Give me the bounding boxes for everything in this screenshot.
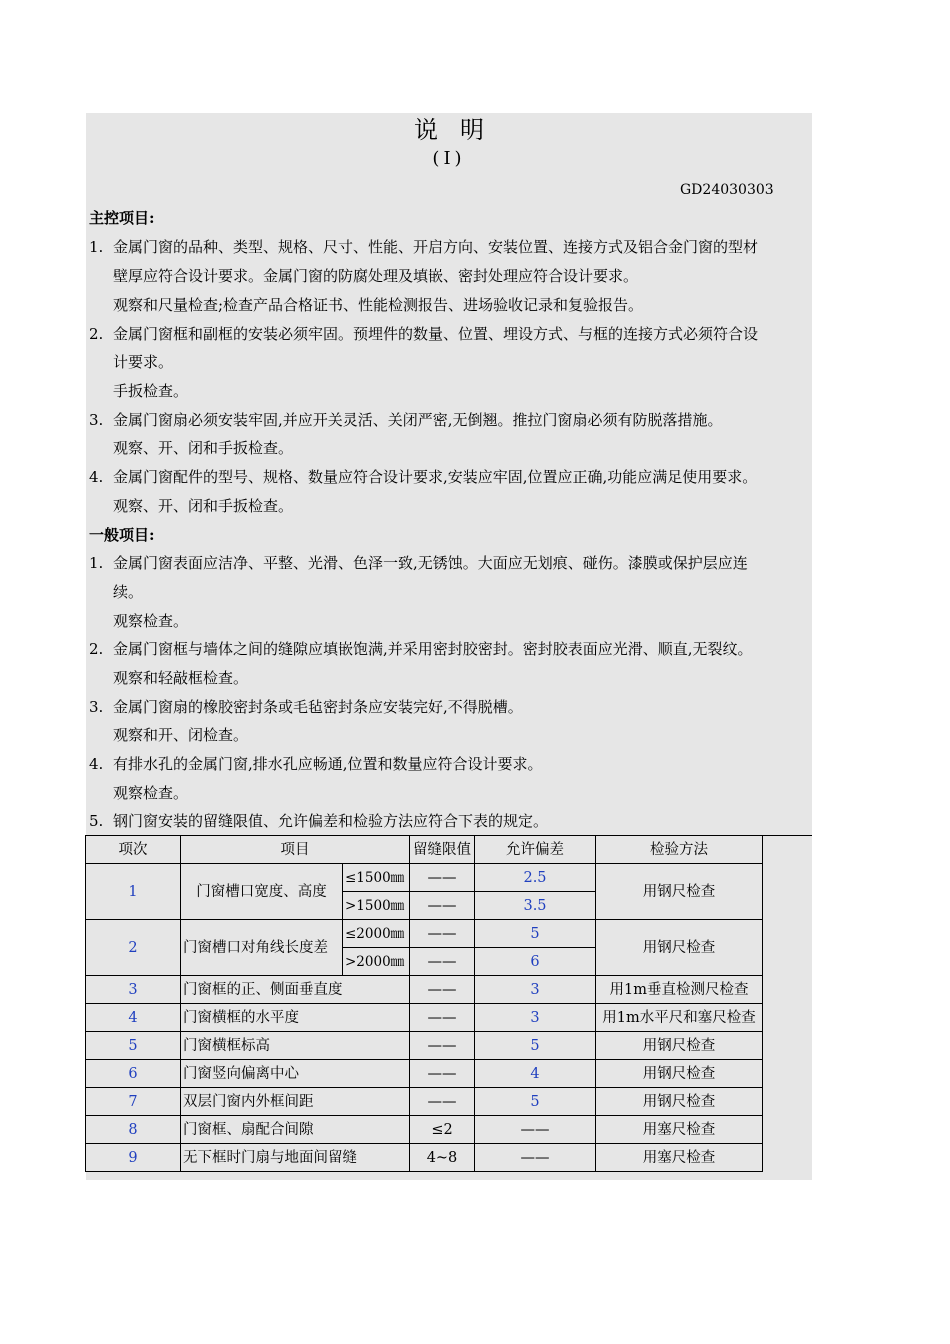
- general-item-number: 2.: [89, 640, 104, 658]
- row-tolerance: 3: [475, 1004, 596, 1032]
- section-heading-general: 一般项目:: [89, 526, 155, 544]
- row-item: 门窗槽口宽度、高度: [181, 864, 343, 920]
- row-method: 用钢尺检查: [596, 1032, 763, 1060]
- table-row: [86, 1116, 763, 1144]
- table-header-row: [86, 836, 763, 864]
- section-heading-main: 主控项目:: [89, 209, 155, 227]
- row-number: 8: [86, 1116, 181, 1144]
- general-item-number: 4.: [89, 755, 104, 773]
- general-item-number: 5.: [89, 812, 104, 830]
- row-gap-limit: ——: [410, 1004, 475, 1032]
- header-item: 项目: [181, 836, 410, 864]
- general-item-check-method: 观察检查。: [113, 612, 189, 630]
- row-condition: ≤1500㎜: [343, 864, 410, 892]
- main-item-number: 1.: [89, 238, 104, 256]
- main-item-text: 金属门窗扇必须安装牢固,并应开关灵活、关闭严密,无倒翘。推拉门窗扇必须有防脱落措施。: [113, 411, 723, 429]
- row-method: 用塞尺检查: [596, 1144, 763, 1172]
- row-tolerance: 6: [475, 948, 596, 976]
- row-number: 7: [86, 1088, 181, 1116]
- main-item-number: 2.: [89, 325, 104, 343]
- main-item-check-method: 观察、开、闭和手扳检查。: [113, 497, 294, 515]
- header-gap-limit: 留缝限值: [410, 836, 475, 864]
- row-number: 5: [86, 1032, 181, 1060]
- row-gap-limit: ——: [410, 1032, 475, 1060]
- row-method: 用钢尺检查: [596, 1060, 763, 1088]
- row-item: 无下框时门扇与地面间留缝: [181, 1144, 410, 1172]
- page-title: 说明: [414, 116, 506, 144]
- main-item-text: 计要求。: [113, 353, 174, 371]
- table-row: [86, 920, 763, 948]
- main-item-check-method: 手扳检查。: [113, 382, 189, 400]
- row-method: 用1m垂直检测尺检查: [596, 976, 763, 1004]
- row-method: 用钢尺检查: [596, 1088, 763, 1116]
- general-item-text: 钢门窗安装的留缝限值、允许偏差和检验方法应符合下表的规定。: [113, 812, 549, 830]
- table-row: [86, 1060, 763, 1088]
- row-gap-limit: ——: [410, 892, 475, 920]
- general-item-check-method: 观察检查。: [113, 784, 189, 802]
- general-item-text: 续。: [113, 583, 144, 601]
- general-item-text: 金属门窗框与墙体之间的缝隙应填嵌饱满,并采用密封胶密封。密封胶表面应光滑、顺直,无裂纹。: [113, 640, 753, 658]
- row-gap-limit: ≤2: [410, 1116, 475, 1144]
- row-item: 门窗框的正、侧面垂直度: [181, 976, 410, 1004]
- row-gap-limit: ——: [410, 948, 475, 976]
- header-item-no: 项次: [86, 836, 181, 864]
- main-item-check-method: 观察、开、闭和手扳检查。: [113, 439, 294, 457]
- table-row: [86, 1088, 763, 1116]
- row-item: 门窗竖向偏离中心: [181, 1060, 410, 1088]
- row-number: 9: [86, 1144, 181, 1172]
- row-tolerance: 3.5: [475, 892, 596, 920]
- row-item: 门窗横框的水平度: [181, 1004, 410, 1032]
- page-subtitle: (Ⅰ): [432, 148, 466, 169]
- row-tolerance: 5: [475, 920, 596, 948]
- table-row: [86, 1004, 763, 1032]
- tolerance-table: [85, 835, 763, 1172]
- general-item-number: 1.: [89, 554, 104, 572]
- row-gap-limit: ——: [410, 976, 475, 1004]
- main-item-number: 3.: [89, 411, 104, 429]
- row-number: 3: [86, 976, 181, 1004]
- table-row: [86, 864, 763, 892]
- row-gap-limit: ——: [410, 920, 475, 948]
- row-condition: ≤2000㎜: [343, 920, 410, 948]
- main-item-text: 壁厚应符合设计要求。金属门窗的防腐处理及填嵌、密封处理应符合设计要求。: [113, 267, 639, 285]
- row-tolerance: ——: [475, 1116, 596, 1144]
- row-tolerance: 4: [475, 1060, 596, 1088]
- row-gap-limit: ——: [410, 1060, 475, 1088]
- row-method: 用钢尺检查: [596, 864, 763, 920]
- row-method: 用钢尺检查: [596, 920, 763, 976]
- general-item-number: 3.: [89, 698, 104, 716]
- row-condition: >2000㎜: [343, 948, 410, 976]
- row-tolerance: 2.5: [475, 864, 596, 892]
- row-number: 2: [86, 920, 181, 976]
- row-number: 1: [86, 864, 181, 920]
- main-item-text: 金属门窗的品种、类型、规格、尺寸、性能、开启方向、安装位置、连接方式及铝合金门窗的型材: [113, 238, 759, 256]
- row-condition: >1500㎜: [343, 892, 410, 920]
- row-item: 门窗横框标高: [181, 1032, 410, 1060]
- general-item-text: 金属门窗扇的橡胶密封条或毛毡密封条应安装完好,不得脱槽。: [113, 698, 523, 716]
- header-method: 检验方法: [596, 836, 763, 864]
- row-number: 4: [86, 1004, 181, 1032]
- row-tolerance: 3: [475, 976, 596, 1004]
- row-gap-limit: ——: [410, 1088, 475, 1116]
- row-item: 双层门窗内外框间距: [181, 1088, 410, 1116]
- general-item-check-method: 观察和开、闭检查。: [113, 726, 249, 744]
- main-item-check-method: 观察和尺量检查;检查产品合格证书、性能检测报告、进场验收记录和复验报告。: [113, 296, 644, 314]
- general-item-text: 有排水孔的金属门窗,排水孔应畅通,位置和数量应符合设计要求。: [113, 755, 543, 773]
- row-item: 门窗框、扇配合间隙: [181, 1116, 410, 1144]
- table-row: [86, 1144, 763, 1172]
- row-item: 门窗槽口对角线长度差: [181, 920, 343, 976]
- row-method: 用塞尺检查: [596, 1116, 763, 1144]
- table-row: [86, 976, 763, 1004]
- main-item-text: 金属门窗配件的型号、规格、数量应符合设计要求,安装应牢固,位置应正确,功能应满足使用要求。: [113, 468, 758, 486]
- document-code: GD24030303: [680, 182, 774, 198]
- main-item-text: 金属门窗框和副框的安装必须牢固。预埋件的数量、位置、埋设方式、与框的连接方式必须符合设: [113, 325, 759, 343]
- row-tolerance: ——: [475, 1144, 596, 1172]
- main-item-number: 4.: [89, 468, 104, 486]
- table-row: [86, 1032, 763, 1060]
- row-tolerance: 5: [475, 1088, 596, 1116]
- general-item-check-method: 观察和轻敲框检查。: [113, 669, 249, 687]
- row-tolerance: 5: [475, 1032, 596, 1060]
- row-gap-limit: ——: [410, 864, 475, 892]
- table-top-edge: [763, 835, 812, 836]
- row-method: 用1m水平尺和塞尺检查: [596, 1004, 763, 1032]
- general-item-text: 金属门窗表面应洁净、平整、光滑、色泽一致,无锈蚀。大面应无划痕、碰伤。漆膜或保护层应连: [113, 554, 748, 572]
- header-tolerance: 允许偏差: [475, 836, 596, 864]
- row-gap-limit: 4~8: [410, 1144, 475, 1172]
- row-number: 6: [86, 1060, 181, 1088]
